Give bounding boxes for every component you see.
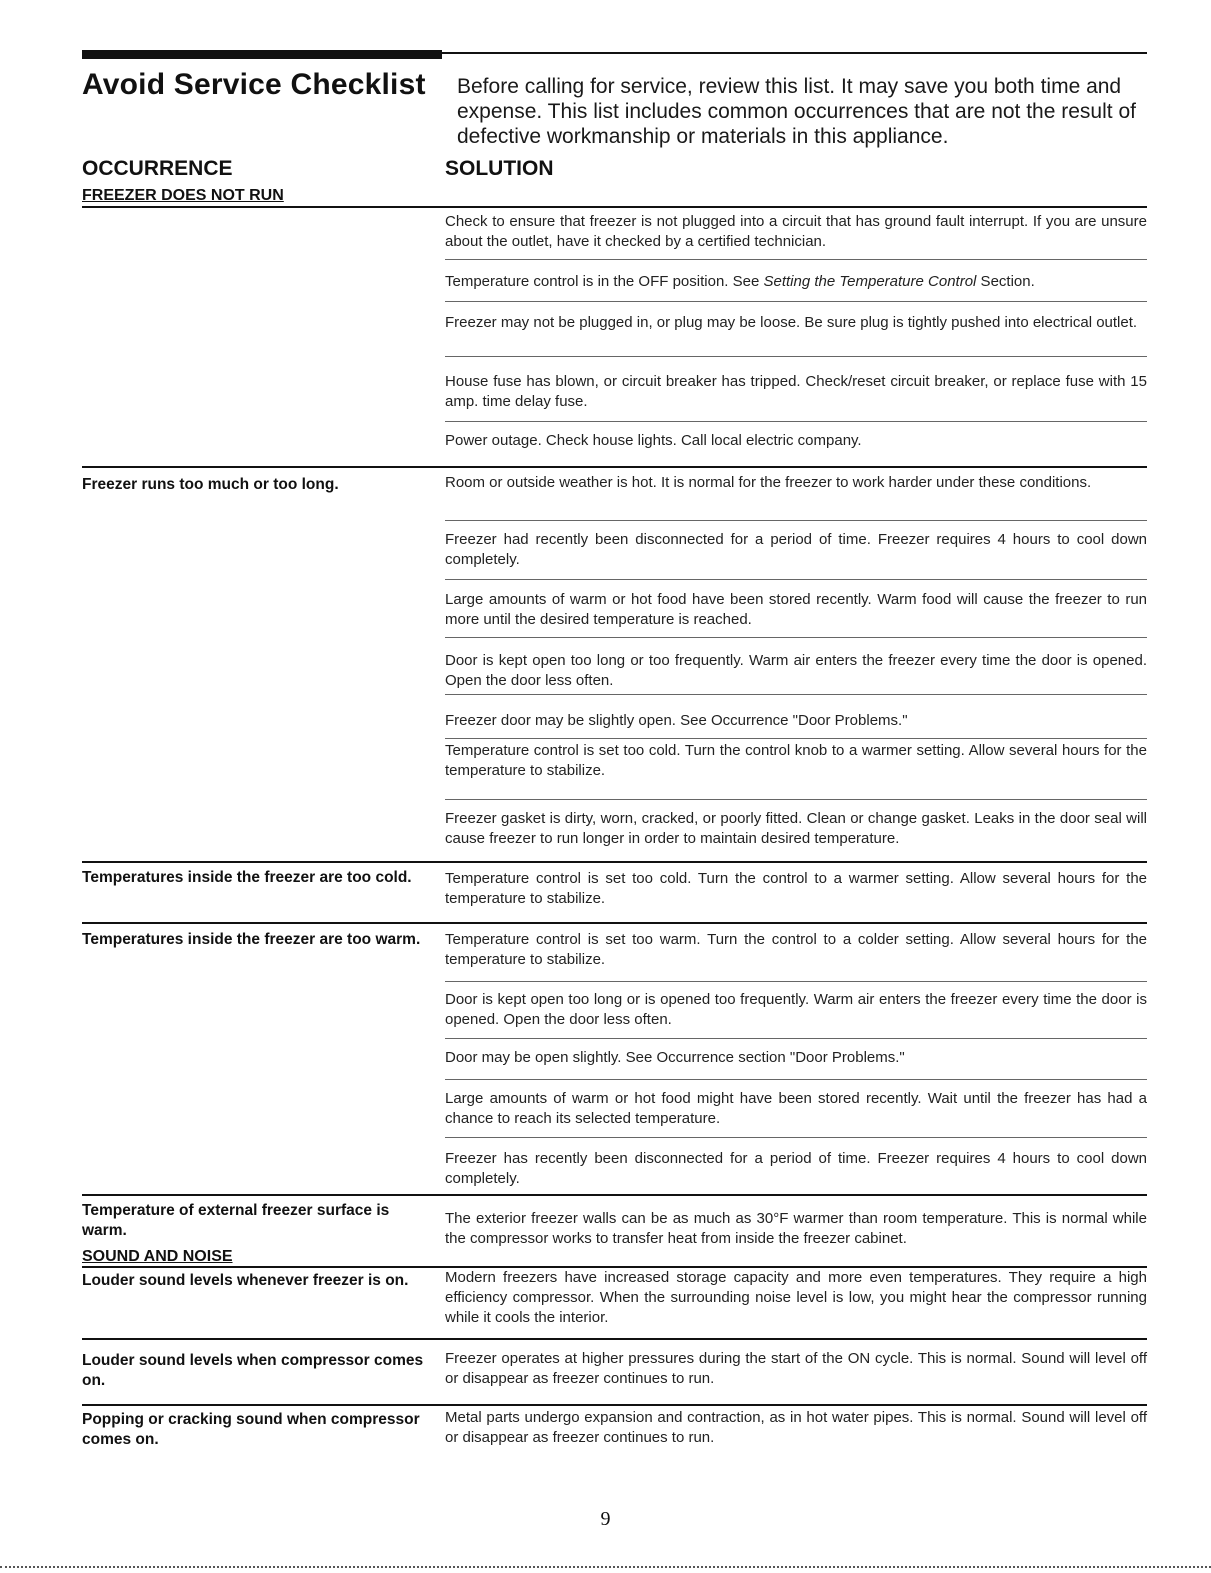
solution-gasket: Freezer gasket is dirty, worn, cracked, or poorly fitted. Clean or change gasket. Leaks in the door seal will cause freezer to run longer in order to maintain desired temperature. bbox=[445, 810, 1147, 847]
solution-ground-fault: Check to ensure that freezer is not plugged into a circuit that has ground fault interrupt. If you are unsure about the outlet, have it checked by a certified technician. bbox=[445, 213, 1147, 250]
occurrence-louder-compressor: Louder sound levels when compressor comes on. bbox=[82, 1352, 424, 1389]
occurrence-external-warm: Temperature of external freezer surface is warm. bbox=[82, 1202, 390, 1239]
row-divider bbox=[82, 1194, 1147, 1196]
occurrence-too-warm: Temperatures inside the freezer are too warm. bbox=[82, 931, 421, 948]
solution-warm-food: Large amounts of warm or hot food have been stored recently. Warm food will cause the freezer to run more until the desired temperature is reached. bbox=[445, 591, 1147, 628]
occurrence-louder-on: Louder sound levels whenever freezer is on. bbox=[82, 1272, 409, 1289]
solution-divider bbox=[445, 259, 1147, 260]
solution-recently-disconnected: Freezer had recently been disconnected for a period of time. Freezer requires 4 hours to cool down completely. bbox=[445, 531, 1147, 568]
page-title: Avoid Service Checklist bbox=[82, 68, 426, 101]
solution-power-outage: Power outage. Check house lights. Call local electric company. bbox=[445, 432, 862, 449]
solution-divider bbox=[445, 1137, 1147, 1138]
solution-divider bbox=[445, 1079, 1147, 1080]
solution-divider bbox=[445, 799, 1147, 800]
occurrence-runs-too-long: Freezer runs too much or too long. bbox=[82, 476, 339, 493]
solution-control-off bbox=[445, 272, 1147, 292]
occurrence-popping: Popping or cracking sound when compressor comes on. bbox=[82, 1411, 420, 1448]
row-divider bbox=[82, 922, 1147, 924]
solution-control-too-cold: Temperature control is set too cold. Turn the control knob to a warmer setting. Allow several hours for the temperature to stabilize. bbox=[445, 742, 1147, 779]
solution-divider bbox=[445, 421, 1147, 422]
row-divider bbox=[82, 861, 1147, 863]
solution-divider bbox=[445, 694, 1147, 695]
row-divider bbox=[82, 1338, 1147, 1340]
solution-control-off-text: Temperature control is in the OFF position. See bbox=[445, 273, 764, 290]
solution-metal-expansion: Metal parts undergo expansion and contraction, as in hot water pipes. This is normal. Sound will level off or disappear as freezer continues to run. bbox=[445, 1409, 1147, 1446]
solution-disconnected: Freezer has recently been disconnected for a period of time. Freezer requires 4 hours to cool down completely. bbox=[445, 1150, 1147, 1187]
solution-control-off-reference: Setting the Temperature Control bbox=[763, 273, 977, 290]
solution-divider bbox=[445, 520, 1147, 521]
header-thick-rule bbox=[82, 50, 442, 59]
occurrence-too-cold: Temperatures inside the freezer are too cold. bbox=[82, 869, 412, 886]
section-freezer-does-not-run: FREEZER DOES NOT RUN bbox=[82, 187, 284, 204]
solution-divider bbox=[445, 981, 1147, 982]
row-divider bbox=[82, 466, 1147, 468]
solution-weather-hot: Room or outside weather is hot. It is normal for the freezer to work harder under these conditions. bbox=[445, 474, 1092, 491]
solution-not-plugged: Freezer may not be plugged in, or plug may be loose. Be sure plug is tightly pushed into electrical outlet. bbox=[445, 314, 1138, 331]
page-number: 9 bbox=[600, 1508, 611, 1530]
solution-divider bbox=[445, 738, 1147, 739]
solution-modern-freezers: Modern freezers have increased storage capacity and more even temperatures. They require a high efficiency compressor. When the surrounding noise level is low, you might hear the compressor running while it cools the interior. bbox=[445, 1269, 1147, 1326]
solution-divider bbox=[445, 579, 1147, 580]
solution-higher-pressures: Freezer operates at higher pressures during the start of the ON cycle. This is normal. Sound will level off or disappear as freezer continues to run. bbox=[445, 1350, 1147, 1387]
solution-door-slightly-open: Freezer door may be slightly open. See Occurrence "Door Problems." bbox=[445, 712, 908, 729]
solution-door-opened-frequently: Door is kept open too long or is opened too frequently. Warm air enters the freezer every time the door is opened. Open the door less often. bbox=[445, 991, 1147, 1028]
solution-header: SOLUTION bbox=[445, 157, 554, 180]
section-sound-and-noise: SOUND AND NOISE bbox=[82, 1248, 233, 1265]
header-thin-rule bbox=[442, 52, 1147, 54]
solution-fuse-blown: House fuse has blown, or circuit breaker has tripped. Check/reset circuit breaker, or replace fuse with 15 amp. time delay fuse. bbox=[445, 373, 1147, 410]
solution-divider bbox=[445, 637, 1147, 638]
row-divider bbox=[82, 206, 1147, 208]
solution-door-open-slightly: Door may be open slightly. See Occurrence section "Door Problems." bbox=[445, 1049, 905, 1066]
solution-divider bbox=[445, 1038, 1147, 1039]
intro-paragraph: Before calling for service, review this list. It may save you both time and expense. This list includes common occurrences that are not the result of defective workmanship or materials in this appliance. bbox=[457, 75, 1136, 148]
solution-exterior-walls: The exterior freezer walls can be as much as 30°F warmer than room temperature. This is normal while the compressor works to transfer heat from inside the freezer cabinet. bbox=[445, 1210, 1147, 1247]
solution-set-too-cold: Temperature control is set too cold. Turn the control to a warmer setting. Allow several hours for the temperature to stabilize. bbox=[445, 870, 1147, 907]
row-divider bbox=[82, 1404, 1147, 1406]
solution-set-too-warm: Temperature control is set too warm. Turn the control to a colder setting. Allow several hours for the temperature to stabilize. bbox=[445, 931, 1147, 968]
solution-warm-food-stored: Large amounts of warm or hot food might have been stored recently. Wait until the freezer has had a chance to reach its selected temperature. bbox=[445, 1090, 1147, 1127]
solution-control-off-suffix: Section. bbox=[976, 273, 1035, 290]
solution-divider bbox=[445, 301, 1147, 302]
occurrence-header: OCCURRENCE bbox=[82, 157, 233, 180]
solution-door-open-long: Door is kept open too long or too frequently. Warm air enters the freezer every time the door is opened. Open the door less often. bbox=[445, 652, 1147, 689]
bottom-edge bbox=[0, 1566, 1211, 1568]
solution-divider bbox=[445, 356, 1147, 357]
